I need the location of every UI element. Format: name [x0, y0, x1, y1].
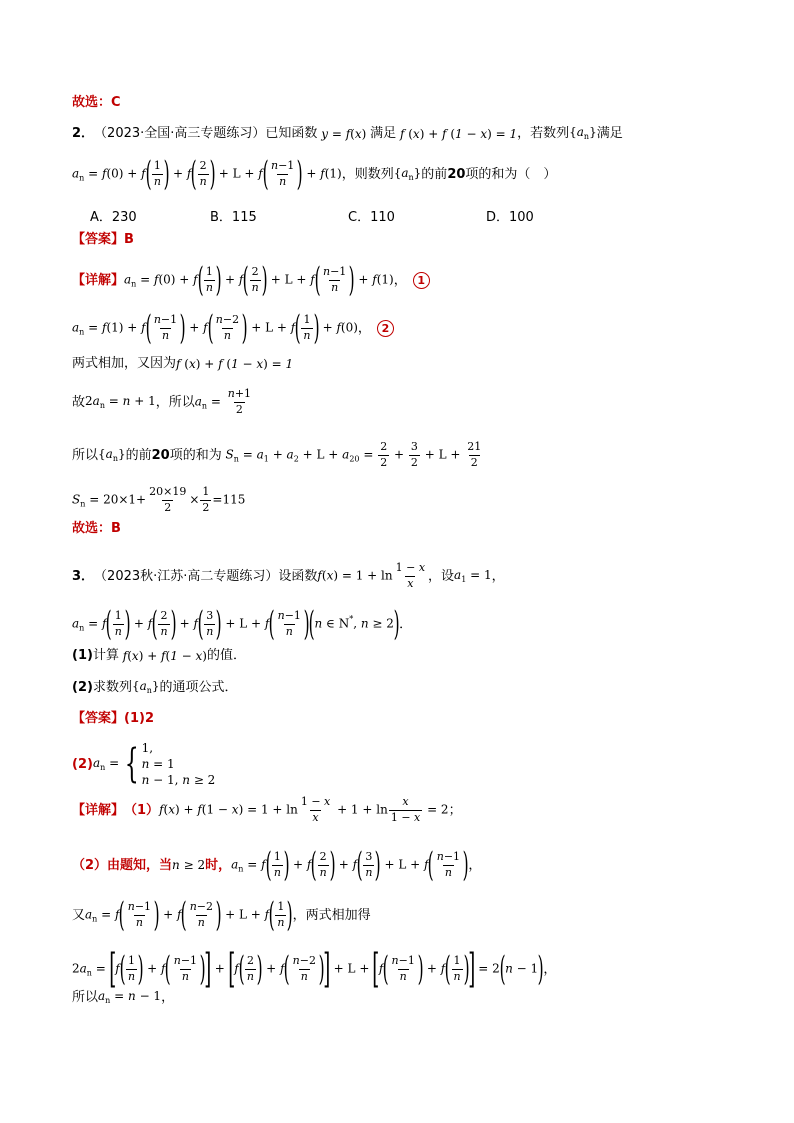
option-b: B．115 [210, 210, 257, 225]
problem-2-stem-line1: 2． （2023·全国·高三专题练习） 已知函数 y = f(x) 满足 f (x) + f (1 − x) = 1 ，若数列 $\{a_n\}$ 满足 [72, 125, 623, 141]
problem-2-detail-eq2: $a_n = f(1) + f$( $\frac{n-1}{n}$ ) + f( $\frac{n-2}{n}$ ) + L + f( $\frac{1}{n}$ ) + f(0) ， 2 [72, 311, 754, 345]
problem-3-source: （2023秋·江苏·高二专题练习） [94, 568, 279, 584]
circled-number-1: 1 [413, 272, 430, 289]
prev-choice: 故选：C [72, 95, 121, 110]
problem-2-detail-eq1: 【详解】 $a_n = f(0) + f$( $\frac{1}{n}$ ) + f( $\frac{2}{n}$ ) + L + f( $\frac{n-1}{n}$ ) + f(1) ， 1 [72, 263, 754, 297]
prev-conclusion [72, 96, 754, 109]
math-y-eq-fx: y = f(x) [317, 126, 367, 141]
option-d: D．100 [486, 210, 534, 225]
problem-2-detail-an: 故 $2a_n = n + 1$ ，所以 $a_n$ = $\frac{n+1}{2}$ [72, 387, 252, 416]
problem-3-q1: (1) 计算 f(x) + f(1 − x) 的值． [72, 648, 246, 663]
problem-3-stem-line2: $a_n = f$( $\frac{1}{n}$ ) + f( $\frac{2}{n}$ ) + f( $\frac{3}{n}$ ) + L + f( $\frac{n-1}{n}$ )(n ∈ N*, n ≥ 2) ． [72, 604, 413, 644]
math-seq-an: $\{a_n\}$ [569, 125, 597, 141]
problem-2-source: （2023·全国·高三专题练习） [94, 126, 266, 141]
math-an-definition: $a_n = f(0) + f$( $\frac{1}{n}$ ) + f( $\frac{2}{n}$ ) + L + f( $\frac{n-1}{n}$ ) + f(1) [72, 154, 342, 194]
problem-3-detail-5: 所以 $a_n = n - 1$ ， [72, 989, 175, 1005]
math-functional-eq: f (x) + f (1 − x) = 1 [396, 126, 518, 141]
piecewise-cases: { 1, n = 1 n − 1, n ≥ 2 [124, 741, 216, 787]
problem-3-answer: 【答案】 (1)2 [72, 711, 154, 726]
problem-2-answer: 【答案】 B [72, 232, 134, 247]
answer-value: B [124, 232, 134, 247]
option-c: C．110 [348, 210, 395, 225]
problem-2-number: 2． [72, 126, 95, 141]
problem-2-detail-sum: 两式相加，又因为 f (x) + f (1 − x) = 1 [72, 356, 294, 371]
problem-3-answer-2: (2) $a_n$ = { 1, n = 1 n − 1, n ≥ 2 [72, 741, 216, 787]
option-a: A．230 [90, 210, 137, 225]
problem-2-detail-result: $S_n = 20\times 1+$ $\frac{20\times 19}{2}$ × $\frac{1}{2}$ =115 [72, 485, 246, 514]
problem-2-stem-line2: $a_n = f(0) + f$( $\frac{1}{n}$ ) + f( $\frac{2}{n}$ ) + L + f( $\frac{n-1}{n}$ ) + f(1) ，则数列 $\{a_n\}$ 的前 20 项的和为（ ） [72, 154, 557, 194]
problem-2-detail-s20: 所以 $\{a_n\}$ 的前 20 项的和为 $S_n = a_1 + a_2 + L + a_{20}$ = $\frac{2}{2}$ + $\frac{3}{2}$ + L + $\frac{21}{2}$ [72, 440, 482, 469]
problem-3-detail-3: 又 $a_n = f$( $\frac{n-1}{n}$ ) + f( $\frac{n-2}{n}$ ) + L + f( $\frac{1}{n}$ ) ，两式相加得 [72, 895, 371, 935]
problem-3-detail-4: $2a_n = [f$( $\frac{1}{n}$ ) + f( $\frac{n-1}{n}$ )] + [f( $\frac{2}{n}$ ) + f( $\frac{n-2}{n}$ )] + L + [f( $\frac{n-1}{n}$ ) + f( $\frac{1}{n}$ )] = 2(n − 1) ， [72, 946, 557, 992]
circled-number-2: 2 [377, 320, 394, 337]
problem-3-detail-2: （2）由题知，当 n ≥ 2 时， $a_n = f$( $\frac{1}{n}$ ) + f( $\frac{2}{n}$ ) + f( $\frac{3}{n}$ ) + L + f( $\frac{n-1}{n}$ ) ， [72, 845, 482, 885]
problem-3-stem-line1: 3． （2023秋·江苏·高二专题练习） 设函数 f(x) = 1 + ln $\frac{1 - x}{x}$ ，设 $a_1 = 1$ ， [72, 561, 505, 590]
problem-3-detail-1: 【详解】 （1） f(x) + f(1 − x) = 1 + ln $\frac{1 - x}{x}$ + 1 + ln $\frac{x}{1 - x}$ = 2 ； [72, 795, 462, 824]
problem-3-number: 3． [72, 568, 95, 584]
problem-3-q2: (2) 求数列 $\{a_n\}$ 的通项公式． [72, 679, 238, 695]
problem-2-final: 故选：B [72, 521, 121, 536]
